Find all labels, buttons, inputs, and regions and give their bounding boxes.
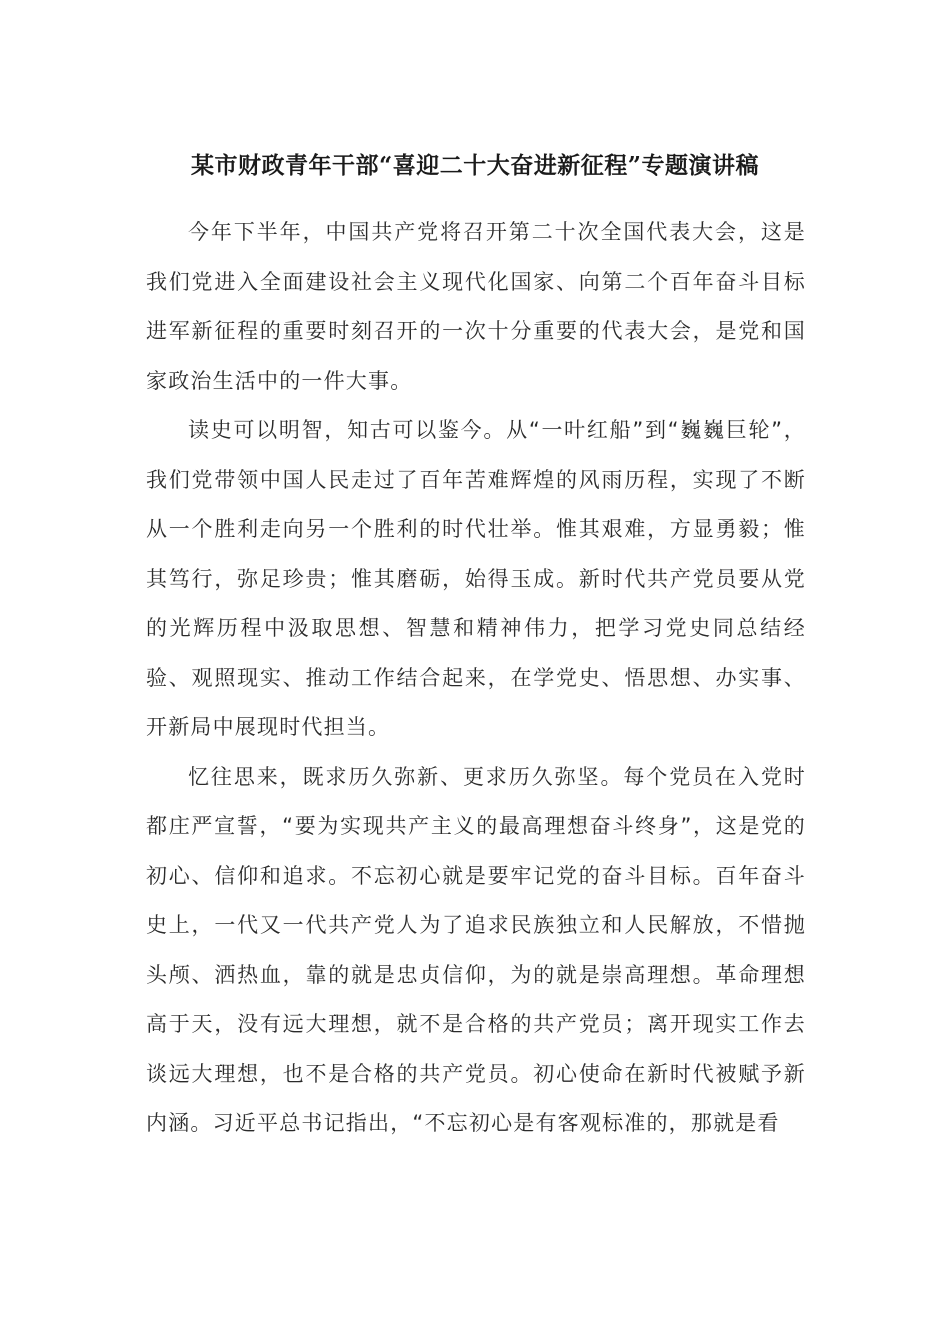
paragraph-2: 读史可以明智，知古可以鉴今。从“一叶红船”到“巍巍巨轮”，我们党带领中国人民走过了百年苦难辉煌的风雨历程，实现了不断从一个胜利走向另一个胜利的时代壮举。惟其艰难，方显勇毅；惟其笃行，弥足珍贵；惟其磨砺，始得玉成。新时代共产党员要从党的光辉历程中汲取思想、智慧和精神伟力，把学习党史同总结经验、观照现实、推动工作结合起来，在学党史、悟思想、办实事、开新局中展现时代担当。 bbox=[146, 418, 806, 739]
document-body bbox=[146, 208, 806, 1149]
document-title: 某市财政青年干部“喜迎二十大奋进新征程”专题演讲稿 bbox=[191, 152, 759, 179]
paragraph-3: 忆往思来，既求历久弥新、更求历久弥坚。每个党员在入党时都庄严宣誓，“要为实现共产主义的最高理想奋斗终身”，这是党的初心、信仰和追求。不忘初心就是要牢记党的奋斗目标。百年奋斗史上，一代又一代共产党人为了追求民族独立和人民解放，不惜抛头颅、洒热血，靠的就是忠贞信仰，为的就是崇高理想。革命理想高于天，没有远大理想，就不是合格的共产党员；离开现实工作去谈远大理想，也不是合格的共产党员。初心使命在新时代被赋予新内涵。习近平总书记指出，“不忘初心是有客观标准的，那就是看 bbox=[146, 764, 806, 1135]
paragraph-1: 今年下半年，中国共产党将召开第二十次全国代表大会，这是我们党进入全面建设社会主义现代化国家、向第二个百年奋斗目标进军新征程的重要时刻召开的一次十分重要的代表大会，是党和国家政治生活中的一件大事。 bbox=[146, 220, 806, 393]
